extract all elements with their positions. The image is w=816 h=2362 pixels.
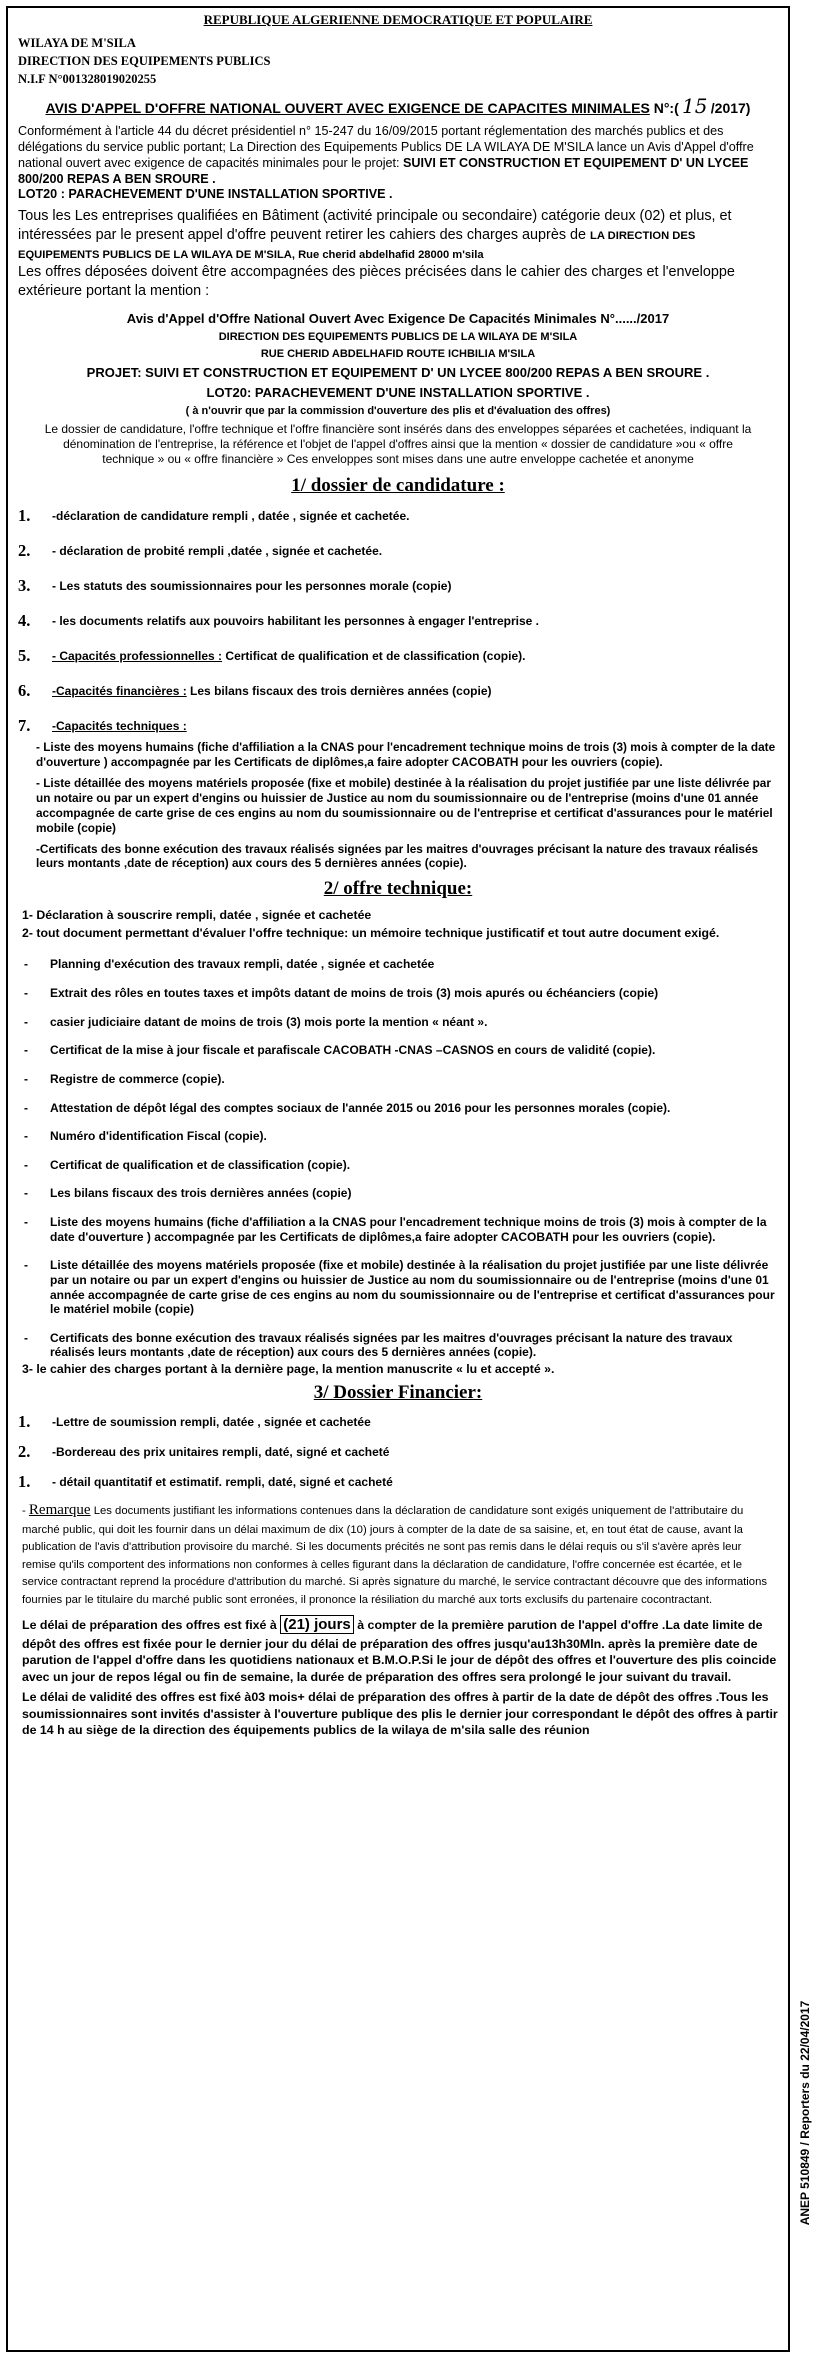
publication-reference: ANEP 510849 / Reporters du 22/04/2017 bbox=[798, 2000, 812, 2226]
list-item: - Registre de commerce (copie). bbox=[24, 1071, 225, 1086]
candidature-list bbox=[18, 506, 778, 737]
list-item: 1. -Lettre de soumission rempli, datée , signée et cachetée bbox=[18, 1412, 371, 1432]
list-item: - Liste détaillée des moyens matériels proposée (fixe et mobile) destinée à la réalisation du projet justifiée par une liste délivrée par un notaire ou par un expert d'engins ou huissier de Justice au nom du soumissionnaire ou de l'entreprise (moins d'une 01 année accompagnée de carte grise de ces engins au nom du soumissionnaire ou de l'entreprise et certificat d'assurances pour le matériel mobile (copie) bbox=[36, 776, 773, 835]
avis-title: AVIS D'APPEL D'OFFRE NATIONAL OUVERT AVEC EXIGENCE DE CAPACITES MINIMALES N°:( 15 /2017) bbox=[45, 93, 751, 118]
eligibility-paragraph: Tous les Les entreprises qualifiées en Bâtiment (activité principale ou secondaire) catégorie deux (02) et plus, et intéressées par le present appel d'offre peuvent retirer les cahiers des charges auprès de LA DIRECTION DES EQUIPEMENTS PUBLICS DE LA WILAYA DE M'SILA, Rue cherid abdelhafid 28000 m'sila bbox=[18, 208, 732, 261]
remarque-block: - Remarque Les documents justifiant les informations contenues dans la déclaration de candidature sont exigés uniquement de l'attributaire du marché public, qui doit les fournir dans un délai maximum de dix (10) jours à compter de la date de sa saisine, et, en tout état de cause, avant la publication de l'avis d'attribution provisoire du marché. Si les documents précités ne sont pas remis dans le délai requis ou s'il s'avère après leur remise qu'ils comportent des informations non conformes à celles figurant dans la déclaration de candidature, l'offre concernée est écartée, et le service contractant reprend la procédure d'attribution du marché. Si après signature du marché, le service contractant découvre que des informations fournies par le titulaire du marché public sont erronées, il prononce la résiliation du marché aux torts exclusifs du partenaire cocontractant. bbox=[22, 1501, 768, 1606]
list-item: 1. - détail quantitatif et estimatif. rempli, daté, signé et cacheté bbox=[18, 1472, 393, 1492]
list-item: - Certificats des bonne exécution des travaux réalisés signées par les maitres d'ouvrages précisant la nature des travaux réalisés leurs montants ,date de réception) aux cours des 5 dernières années (copie). bbox=[24, 1330, 733, 1360]
list-item: - Extrait des rôles en toutes taxes et impôts datant de moins de trois (3) mois apurés ou échéanciers (copie) bbox=[24, 986, 659, 1001]
offers-paragraph: Les offres déposées doivent être accompagnées des pièces précisées dans le cahier des charges et l'enveloppe extérieure portant la mention : bbox=[18, 264, 735, 300]
list-item: 2. -Bordereau des prix unitaires rempli, daté, signé et cacheté bbox=[18, 1442, 390, 1462]
handwritten-number: 15 bbox=[682, 93, 708, 118]
wilaya-line: WILAYA DE M'SILA bbox=[18, 35, 136, 50]
financier-list bbox=[18, 1412, 778, 1492]
section-heading-technique: 2/ offre technique: bbox=[323, 878, 473, 900]
section-heading-financier: 3/ Dossier Financier: bbox=[313, 1382, 483, 1404]
nif-line: N.I.F N°001328019020255 bbox=[18, 72, 157, 87]
list-item: 6. -Capacités financières : Les bilans fiscaux des trois dernières années (copie) bbox=[18, 681, 492, 701]
list-item: - Liste détaillée des moyens matériels proposée (fixe et mobile) destinée à la réalisation du projet justifiée par une liste délivrée par un notaire ou par un expert d'engins ou huissier de Justice au nom du soumissionnaire ou de l'entreprise (moins d'une 01 année accompagnée de carte grise de ces engins au nom du soumissionnaire ou de l'entreprise et certificat d'assurances pour le matériel mobile (copie) bbox=[24, 1258, 775, 1317]
technique-list bbox=[18, 957, 778, 1360]
list-item: - Attestation de dépôt légal des comptes sociaux de l'année 2015 ou 2016 pour les personnes morales (copie). bbox=[24, 1100, 671, 1115]
list-item: - Certificat de la mise à jour fiscale et parafiscale CACOBATH -CNAS –CASNOS en cours de validité (copie). bbox=[24, 1043, 656, 1058]
list-item: - Liste des moyens humains (fiche d'affiliation a la CNAS pour l'encadrement technique moins de trois (3) mois à compter de la date d'ouverture ) accompagnée par les Certificats de diplômes,a faire adopter CACOBATH pour les ouvriers (copie). bbox=[24, 1215, 767, 1244]
delai-paragraph: Le délai de préparation des offres est fixé à (21) jours à compter de la première parution de l'appel d'offre .La date limite de dépôt des offres est fixée pour le dernier jour du délai de préparation des offres jusqu'au13h30Mln. après la première date de parution de l'appel d'offre dans les quotidiens nationaux et B.M.O.P.Si le jour de dépôt des offres et l'ouverture des plis coincide avec un jour de repos légal ou fin de semaine, la durée de préparation des offres sera prolongé le jour suivant du travail. bbox=[22, 1616, 777, 1685]
list-item: - Planning d'exécution des travaux rempli, datée , signée et cachetée bbox=[24, 957, 435, 972]
list-item: 2. - déclaration de probité rempli ,datée , signée et cachetée. bbox=[18, 540, 383, 560]
technique-line-2: 2- tout document permettant d'évaluer l'offre technique: un mémoire technique justificatif et tout autre document exigé. bbox=[22, 926, 720, 941]
list-item: 3. - Les statuts des soumissionnaires pour les personnes morale (copie) bbox=[18, 575, 452, 595]
section-heading-candidature: 1/ dossier de candidature : bbox=[291, 475, 505, 497]
list-item: - Certificat de qualification et de classification (copie). bbox=[24, 1157, 351, 1172]
list-item: - casier judiciaire datant de moins de trois (3) mois porte la mention « néant ». bbox=[24, 1014, 488, 1029]
intro-paragraph: Conformément à l'article 44 du décret présidentiel n° 15-247 du 16/09/2015 portant réglementation des marchés publics et des délégations du service public portant; La Direction des Equipements Publics DE LA WILAYA DE M'SILA lance un Avis d'Appel d'offre national ouvert avec exigence de capacités minimales pour le projet: SUIVI ET CONSTRUCTION ET EQUIPEMENT D' UN LYCEE 800/200 REPAS A BEN SROURE . bbox=[18, 124, 754, 186]
remarque-label: Remarque bbox=[28, 1501, 91, 1518]
list-item: 7. -Capacités techniques : bbox=[18, 716, 187, 736]
envelope-explanation: Le dossier de candidature, l'offre technique et l'offre financière sont insérés dans des enveloppes séparées et cachetées, indiquant la dénomination de l'entreprise, la référence et l'objet de l'appel d'offres ainsi que la mention « dossier de candidature »ou « offre technique » ou « offre financière » Ces enveloppes sont mises dans une autre enveloppe cachetée et anonyme bbox=[44, 422, 752, 466]
list-item: -Certificats des bonne exécution des travaux réalisés signées par les maitres d'ouvrages précisant la nature des travaux réalisés leurs montants ,date de réception) aux cours des 5 dernières années (copie). bbox=[36, 841, 759, 871]
list-item: - Liste des moyens humains (fiche d'affiliation a la CNAS pour l'encadrement technique moins de trois (3) mois à compter de la date d'ouverture ) accompagnée par les Certificats de diplômes,a faire adopter CACOBATH pour les ouvriers (copie). bbox=[36, 740, 776, 770]
direction-line: DIRECTION DES EQUIPEMENTS PUBLICS bbox=[18, 54, 271, 69]
technique-line-3: 3- le cahier des charges portant à la dernière page, la mention manuscrite « lu et accepté ». bbox=[22, 1362, 555, 1377]
lot-line: LOT20 : PARACHEVEMENT D'UNE INSTALLATION SPORTIVE . bbox=[18, 187, 393, 202]
list-item: - Numéro d'identification Fiscal (copie). bbox=[24, 1129, 267, 1144]
envelope-mention: Avis d'Appel d'Offre National Ouvert Avec Exigence De Capacités Minimales N°....../2017 DIRECTION DES EQUIPEMENTS PUBLICS DE LA WILAYA DE M'SILA RUE CHERID ABDELHAFID ROUTE ICHBILIA M'SILA PROJET: SUIVI ET CONSTRUCTION ET EQUIPEMENT D' UN LYCEE 800/200 REPAS A BEN SROURE . LOT20: PARACHEVEMENT D'UNE INSTALLATION SPORTIVE . ( à n'ouvrir que par la commission d'ouverture des plis et d'évaluation des offres) bbox=[86, 310, 710, 418]
delai-days-box: (21) jours bbox=[280, 1615, 354, 1634]
list-item: 4. - les documents relatifs aux pouvoirs habilitant les personnes à engager l'entreprise . bbox=[18, 610, 539, 630]
technical-capacities-list bbox=[18, 740, 778, 871]
list-item: - Les bilans fiscaux des trois dernières années (copie) bbox=[24, 1186, 352, 1201]
list-item: 1. -déclaration de candidature rempli , datée , signée et cachetée. bbox=[18, 505, 410, 525]
remarque-text: Les documents justifiant les informations contenues dans la déclaration de candidature sont exigés uniquement de l'attributaire du marché public, qui doit les fournir dans un délai maximum de dix (10) jours à compter de la date de sa saisine, et, en tout état de cause, avant la publication de l'avis d'attribution provisoire du marché. Si les documents précités ne sont pas remis dans le délai requis ou s'il s'avère après leur remise qu'ils comportent des informations non conformes à celles figurant dans la déclaration de candidature, l'offre concernée est écartée, et le service contractant reprend la procédure d'attribution du marché. Si après signature du marché, le service contractant découvre que des informations fournies par le titulaire du marché public sont erronées, il prononce la résiliation du marché aux torts exclusifs du partenaire cocontractant. bbox=[22, 1504, 768, 1606]
technique-line-1: 1- Déclaration à souscrire rempli, datée , signée et cachetée bbox=[22, 908, 372, 923]
republic-title: REPUBLIQUE ALGERIENNE DEMOCRATIQUE ET POPULAIRE bbox=[203, 12, 593, 27]
notice-frame bbox=[6, 6, 790, 2352]
list-item: 5. - Capacités professionnelles : Certificat de qualification et de classification (copie). bbox=[18, 646, 526, 665]
validite-paragraph: Le délai de validité des offres est fixé à03 mois+ délai de préparation des offres à partir de la date de dépôt des offres .Tous les soumissionnaires sont invités d'assister à l'ouverture publique des plis le dernier jour correspondant le dépôt des offres à partir de 14 h au siège de la direction des équipements publics de la wilaya de m'sila salle des réunion bbox=[22, 1689, 778, 1738]
